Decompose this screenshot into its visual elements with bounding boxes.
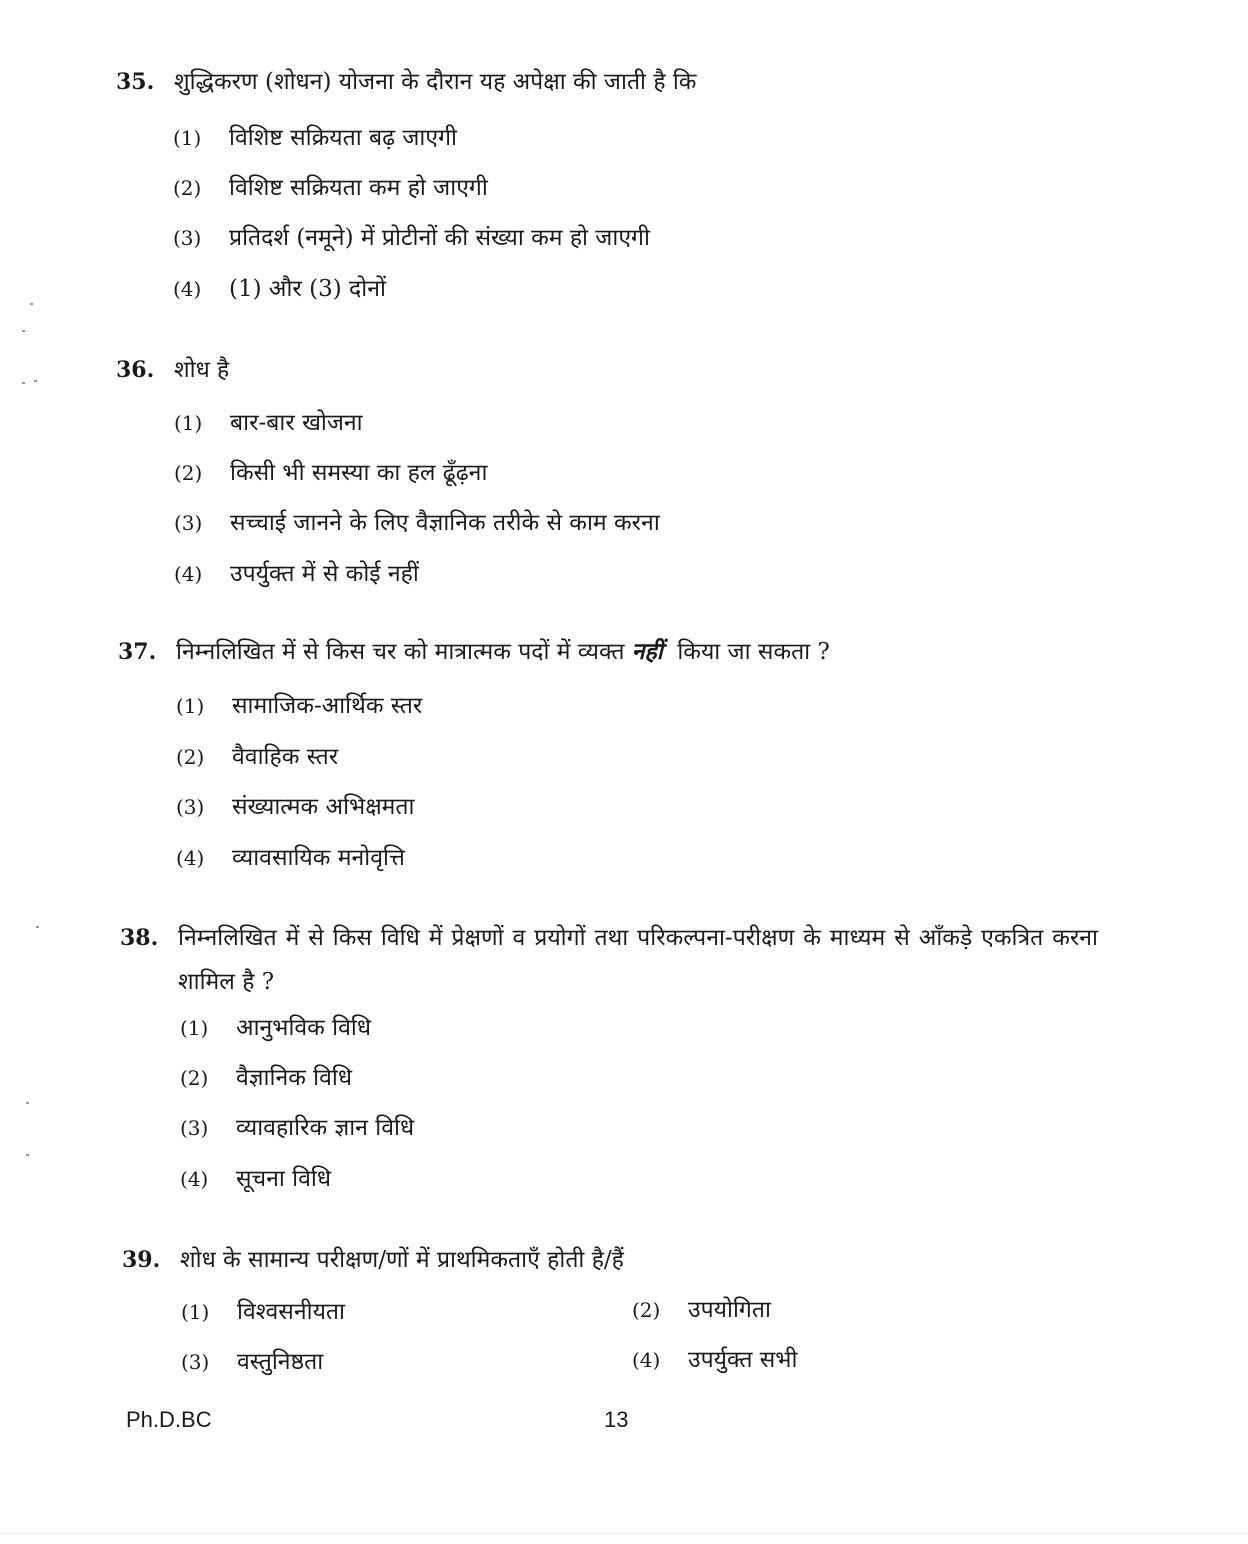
option-number: (3) — [180, 1116, 209, 1140]
option-text: विशिष्ट सक्रियता बढ़ जाएगी — [229, 125, 458, 151]
scan-speck — [34, 380, 37, 382]
option-text: संख्यात्मक अभिक्षमता — [232, 794, 415, 820]
option — [180, 1110, 414, 1142]
option-text: वैज्ञानिक विधि — [236, 1065, 353, 1091]
scan-speck — [30, 303, 33, 305]
option-text: विश्वसनीयता — [237, 1299, 345, 1325]
question-text — [176, 630, 830, 674]
option-number: (4) — [173, 277, 202, 301]
question-text: शोध है — [174, 357, 230, 383]
option-number: (4) — [180, 1167, 209, 1191]
option-number: (2) — [180, 1066, 209, 1090]
option-number: (2) — [174, 461, 203, 485]
question-text: शुद्धिकरण (शोधन) योजना के दौरान यह अपेक्षा की जाती है कि — [174, 69, 697, 95]
option-text: प्रतिदर्श (नमूने) में प्रोटीनों की संख्या कम हो जाएगी — [229, 225, 650, 251]
option-number: (1) — [174, 411, 203, 435]
option-number: (1) — [173, 126, 202, 150]
option — [173, 271, 386, 303]
option-number: (4) — [176, 846, 205, 870]
option-number: (4) — [632, 1348, 661, 1372]
option-number: (3) — [181, 1350, 210, 1374]
option-text: सूचना विधि — [236, 1166, 332, 1192]
question-text: निम्नलिखित में से किस विधि में प्रेक्षणों व प्रयोगों तथा परिकल्पना-परीक्षण के माध्यम से आँकड़े एकत्रित करना शामिल है ? — [178, 925, 1098, 995]
option — [180, 1161, 331, 1193]
option-text: उपयोगिता — [688, 1297, 771, 1323]
option — [632, 1292, 771, 1324]
question-number: 38. — [120, 925, 159, 951]
scan-speck — [26, 1102, 29, 1104]
option-number: (2) — [632, 1298, 661, 1322]
question-38 — [120, 916, 1120, 1006]
question-number: 37. — [118, 639, 157, 665]
emphasis-not: नहीं — [631, 638, 663, 665]
scan-speck — [22, 382, 25, 384]
scan-speck — [22, 330, 25, 332]
option-number: (4) — [174, 562, 203, 586]
question-text: शोध के सामान्य परीक्षण/णों में प्राथमिकताएँ होती है/हैं — [180, 1247, 624, 1273]
question-number: 39. — [122, 1247, 161, 1273]
option-number: (3) — [176, 795, 205, 819]
option-text: सामाजिक-आर्थिक स्तर — [232, 693, 423, 719]
option-text: व्यावसायिक मनोवृत्ति — [232, 845, 405, 871]
scan-speck — [26, 1154, 29, 1156]
option-text: व्यावहारिक ज्ञान विधि — [236, 1115, 415, 1141]
option — [174, 556, 419, 588]
option-text: वैवाहिक स्तर — [232, 744, 339, 770]
question-36 — [116, 348, 1116, 392]
option-text: सच्चाई जानने के लिए वैज्ञानिक तरीके से काम करना — [230, 510, 660, 536]
page-number: 13 — [604, 1407, 629, 1432]
question-number: 35. — [116, 69, 155, 95]
option-number: (1) — [176, 694, 205, 718]
question-text-before: निम्नलिखित में से किस चर को मात्रात्मक पदों में व्यक्त — [176, 639, 625, 665]
option-text: वस्तुनिष्ठता — [237, 1349, 324, 1375]
option-number: (3) — [173, 226, 202, 250]
option — [174, 405, 363, 437]
option-number: (1) — [180, 1016, 209, 1040]
question-37 — [118, 630, 1118, 674]
option-text: बार-बार खोजना — [230, 410, 363, 436]
question-number: 36. — [116, 357, 155, 383]
scan-edge-line — [0, 1533, 1248, 1534]
option — [176, 840, 405, 872]
option — [176, 688, 422, 720]
option — [181, 1344, 323, 1376]
option-text: उपर्युक्त में से कोई नहीं — [230, 561, 419, 587]
option — [174, 455, 487, 487]
option-text: (1) और (3) दोनों — [229, 276, 386, 302]
option-text: किसी भी समस्या का हल ढूँढ़ना — [230, 460, 488, 486]
question-text-after: किया जा सकता ? — [677, 639, 830, 665]
option — [176, 789, 415, 821]
paper-code: Ph.D.BC — [126, 1407, 212, 1432]
option-text: उपर्युक्त सभी — [688, 1347, 798, 1373]
option — [173, 120, 457, 152]
option-number: (3) — [174, 511, 203, 535]
option-text: आनुभविक विधि — [236, 1015, 372, 1041]
option-number: (2) — [173, 176, 202, 200]
option — [180, 1010, 371, 1042]
option — [181, 1294, 345, 1326]
option-text: विशिष्ट सक्रियता कम हो जाएगी — [229, 175, 488, 201]
question-35 — [116, 60, 1116, 104]
option — [632, 1342, 797, 1374]
option-number: (2) — [176, 745, 205, 769]
option — [176, 739, 338, 771]
option — [174, 505, 660, 537]
option — [173, 220, 650, 252]
question-39 — [122, 1238, 1122, 1282]
option — [180, 1060, 352, 1092]
option — [173, 170, 488, 202]
scan-speck — [36, 926, 39, 928]
option-number: (1) — [181, 1300, 210, 1324]
